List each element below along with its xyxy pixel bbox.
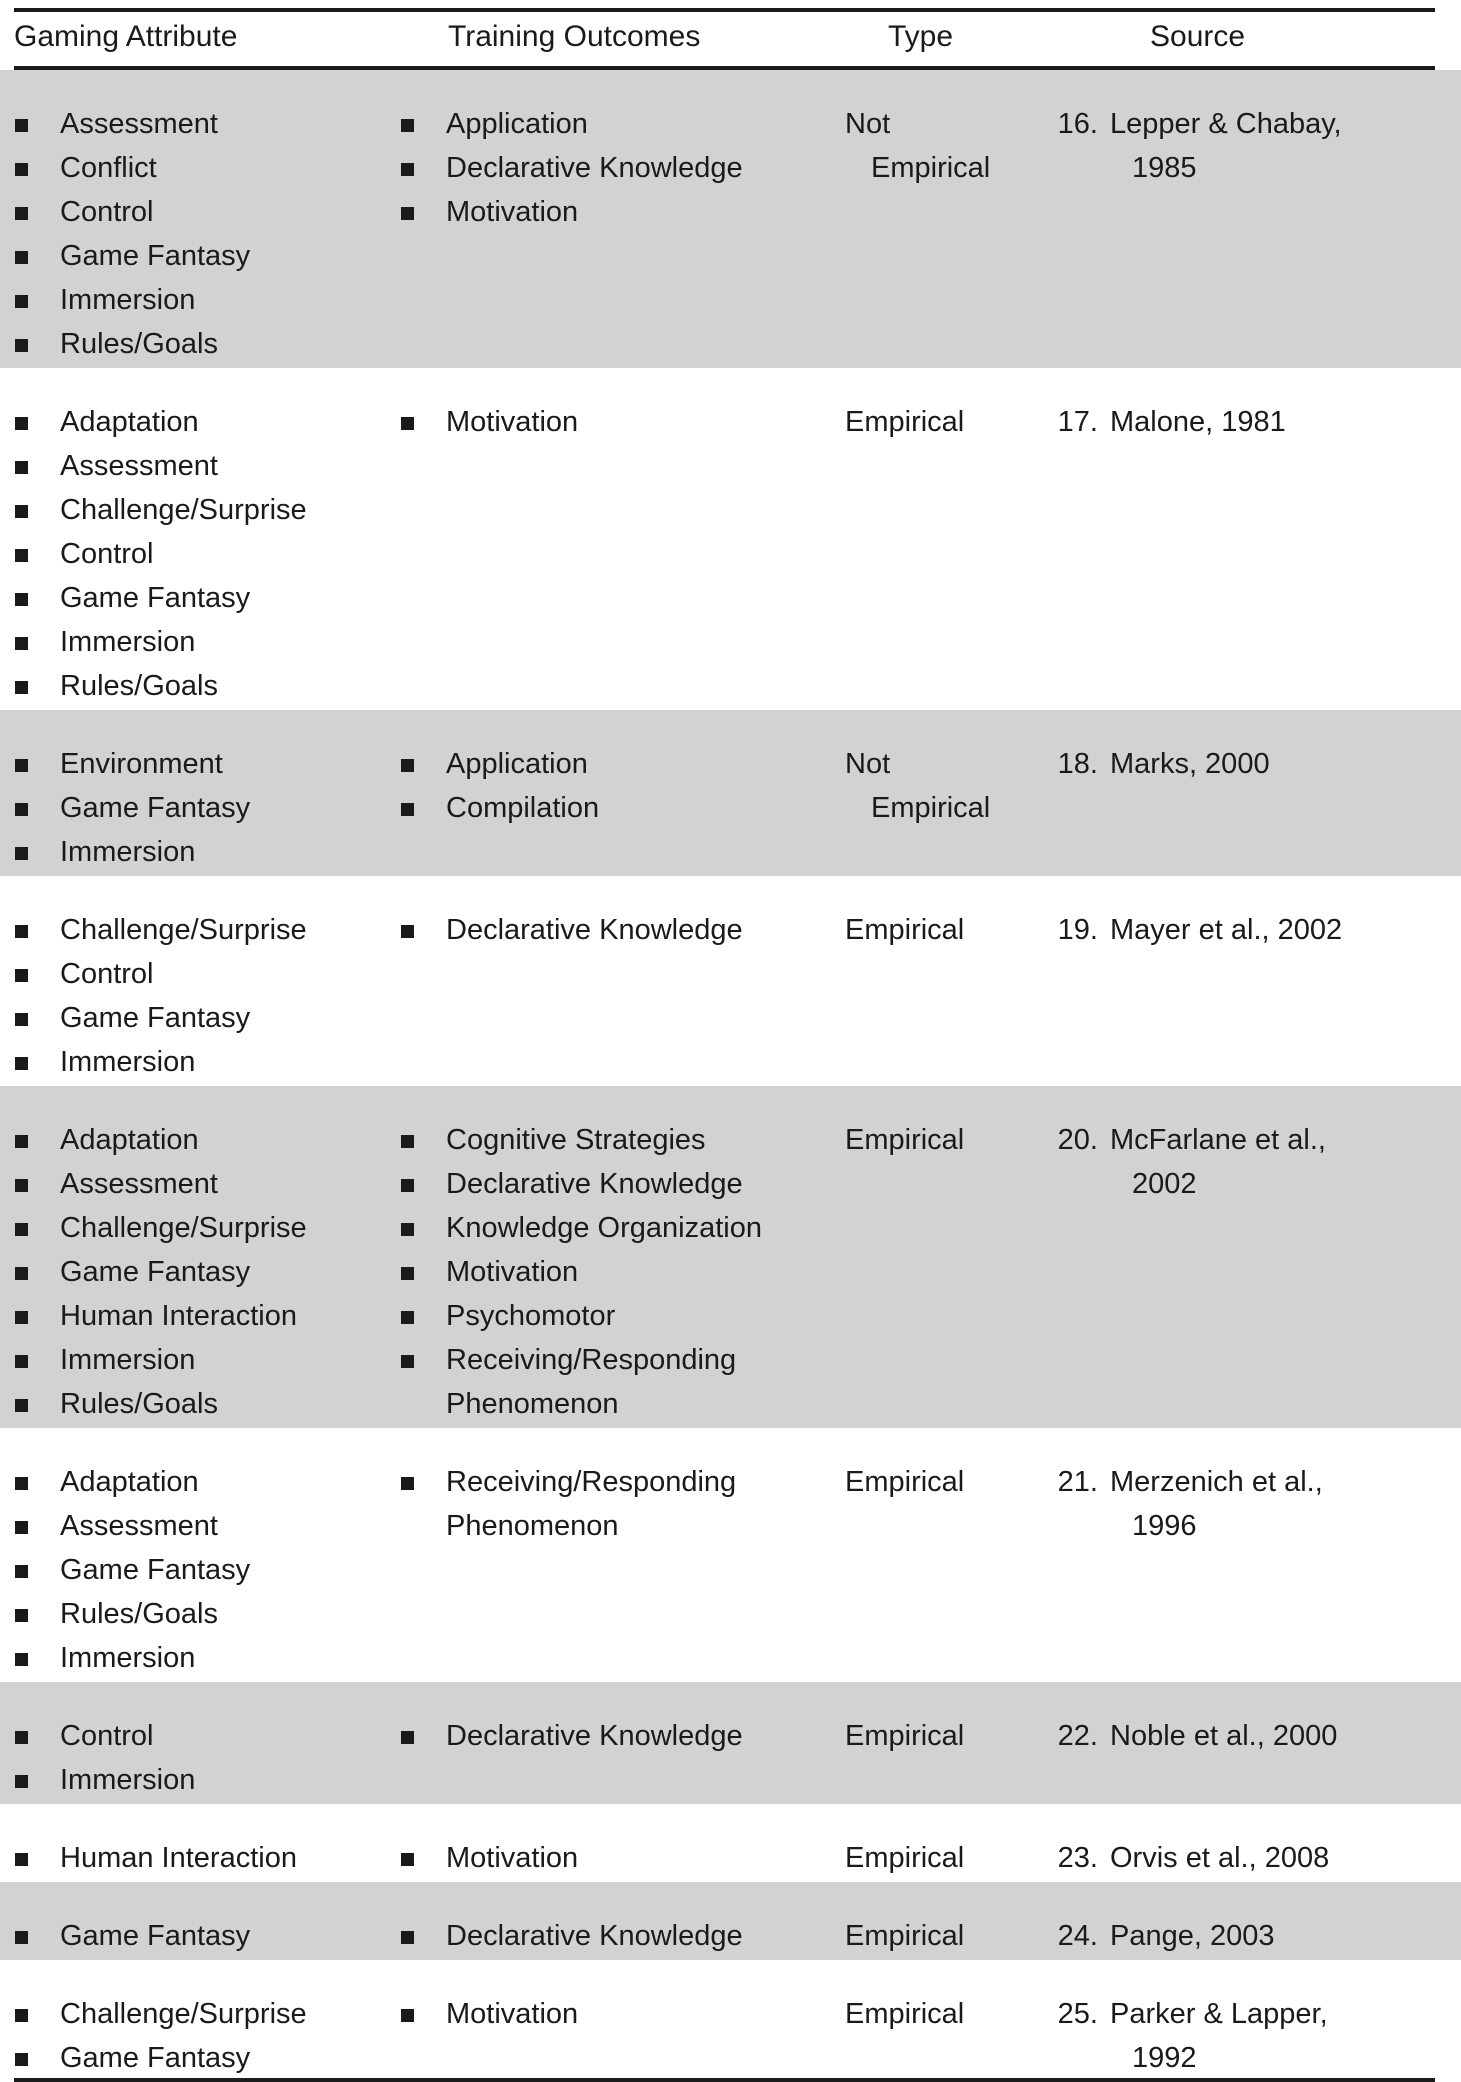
cell-gaming-attribute [14, 102, 394, 366]
training-outcome-label-continued: Phenomenon [446, 1388, 619, 1420]
square-bullet-icon [15, 1223, 28, 1236]
table-row [0, 876, 1461, 1086]
square-bullet-icon [401, 1477, 414, 1490]
square-bullet-icon [15, 2053, 28, 2066]
square-bullet-icon [15, 505, 28, 518]
cell-type [845, 1836, 1025, 1880]
source-number: 22. [1057, 1720, 1098, 1752]
cell-type [845, 908, 1025, 952]
source-citation: Noble et al., 2000 [1110, 1720, 1338, 1752]
cell-training-outcomes [400, 1118, 840, 1426]
cell-training-outcomes [400, 1836, 840, 1880]
square-bullet-icon [401, 803, 414, 816]
type-label-continued: Empirical [871, 792, 991, 824]
source-number: 24. [1057, 1920, 1098, 1952]
square-bullet-icon [15, 1731, 28, 1744]
source-citation: Orvis et al., 2008 [1110, 1842, 1330, 1874]
square-bullet-icon [15, 461, 28, 474]
source-number: 18. [1057, 748, 1098, 780]
training-outcome-label: Motivation [446, 1998, 579, 2030]
square-bullet-icon [15, 637, 28, 650]
cell-gaming-attribute [14, 908, 394, 1084]
square-bullet-icon [401, 1223, 414, 1236]
square-bullet-icon [15, 1653, 28, 1666]
gaming-attribute-label: Challenge/Surprise [60, 494, 307, 526]
list-item [14, 1914, 394, 1958]
square-bullet-icon [15, 1853, 28, 1866]
training-outcome-label: Motivation [446, 406, 579, 438]
list-item [400, 1992, 840, 2036]
square-bullet-icon [401, 1311, 414, 1324]
list-item [14, 1250, 394, 1294]
type-label: Empirical [845, 914, 965, 946]
training-outcome-label: Cognitive Strategies [446, 1124, 706, 1156]
cell-source [1110, 1460, 1440, 1548]
cell-source [1110, 1118, 1440, 1206]
square-bullet-icon [15, 339, 28, 352]
gaming-attribute-label: Control [60, 1720, 154, 1752]
cell-source-number [1018, 742, 1098, 786]
cell-gaming-attribute [14, 1714, 394, 1802]
cell-training-outcomes [400, 1460, 840, 1548]
list-item [400, 102, 840, 146]
cell-type [845, 1992, 1025, 2036]
square-bullet-icon [15, 681, 28, 694]
gaming-attribute-label: Rules/Goals [60, 1598, 218, 1630]
type-label: Not [845, 748, 891, 780]
gaming-attribute-label: Immersion [60, 284, 196, 316]
source-citation: Parker & Lapper, [1110, 1998, 1328, 2030]
cell-type [845, 1714, 1025, 1758]
cell-source-number [1018, 400, 1098, 444]
list-item [400, 1294, 840, 1338]
square-bullet-icon [15, 1267, 28, 1280]
gaming-attribute-label: Environment [60, 748, 223, 780]
training-outcome-label: Declarative Knowledge [446, 1920, 743, 1952]
list-item [400, 1914, 840, 1958]
training-outcome-label: Motivation [446, 1842, 579, 1874]
list-item [14, 444, 394, 488]
source-citation-continued: 1992 [1132, 2042, 1197, 2074]
list-item [14, 1338, 394, 1382]
training-outcome-label-continued: Phenomenon [446, 1510, 619, 1542]
list-item [14, 830, 394, 874]
square-bullet-icon [15, 803, 28, 816]
list-item [14, 1836, 394, 1880]
cell-source [1110, 1714, 1440, 1758]
gaming-attribute-label: Control [60, 538, 154, 570]
square-bullet-icon [15, 1135, 28, 1148]
gaming-attribute-label: Immersion [60, 1046, 196, 1078]
column-header-type: Type [888, 20, 954, 53]
list-item [14, 1206, 394, 1250]
cell-type [845, 1118, 1025, 1162]
cell-source-number [1018, 1118, 1098, 1162]
table-row [0, 1682, 1461, 1804]
gaming-attribute-label: Assessment [60, 450, 218, 482]
list-item [14, 1758, 394, 1802]
gaming-attribute-label: Game Fantasy [60, 1554, 251, 1586]
list-item [14, 996, 394, 1040]
cell-source-number [1018, 1460, 1098, 1504]
cell-gaming-attribute [14, 1836, 394, 1880]
source-number: 20. [1057, 1124, 1098, 1156]
list-item [400, 1460, 840, 1504]
training-outcome-label: Psychomotor [446, 1300, 616, 1332]
cell-source-number [1018, 908, 1098, 952]
square-bullet-icon [401, 925, 414, 938]
list-item [14, 1040, 394, 1084]
list-item [14, 576, 394, 620]
list-item [14, 2036, 394, 2080]
cell-source-number [1018, 1992, 1098, 2036]
table-row [0, 1428, 1461, 1682]
source-number: 19. [1057, 914, 1098, 946]
list-item [14, 786, 394, 830]
list-item [14, 1460, 394, 1504]
training-outcome-label: Application [446, 108, 588, 140]
gaming-attribute-label: Adaptation [60, 1466, 199, 1498]
gaming-attribute-label: Control [60, 958, 154, 990]
cell-type [845, 400, 1025, 444]
gaming-attribute-label: Game Fantasy [60, 1920, 251, 1952]
gaming-attribute-label: Challenge/Surprise [60, 1212, 307, 1244]
square-bullet-icon [15, 1775, 28, 1788]
table-bottom-rule [14, 2078, 1435, 2082]
gaming-attribute-label: Assessment [60, 108, 218, 140]
training-outcome-label: Knowledge Organization [446, 1212, 762, 1244]
gaming-attribute-label: Challenge/Surprise [60, 914, 307, 946]
square-bullet-icon [15, 1565, 28, 1578]
source-citation: McFarlane et al., [1110, 1124, 1326, 1156]
source-citation: Lepper & Chabay, [1110, 108, 1342, 140]
list-item [14, 952, 394, 996]
cell-source [1110, 102, 1440, 190]
source-citation: Marks, 2000 [1110, 748, 1270, 780]
square-bullet-icon [15, 207, 28, 220]
list-item [400, 146, 840, 190]
table-row [0, 1882, 1461, 1960]
square-bullet-icon [15, 969, 28, 982]
list-item [14, 278, 394, 322]
cell-source-number [1018, 1836, 1098, 1880]
source-citation: Mayer et al., 2002 [1110, 914, 1343, 946]
list-item [14, 908, 394, 952]
table-row [0, 1804, 1461, 1882]
square-bullet-icon [15, 1399, 28, 1412]
square-bullet-icon [401, 1931, 414, 1944]
type-label: Empirical [845, 406, 965, 438]
square-bullet-icon [401, 1853, 414, 1866]
list-item [14, 1504, 394, 1548]
source-number: 23. [1057, 1842, 1098, 1874]
source-number: 17. [1057, 406, 1098, 438]
type-label-continued: Empirical [871, 152, 991, 184]
square-bullet-icon [15, 119, 28, 132]
table-body [0, 70, 1461, 2082]
type-label: Empirical [845, 1998, 965, 2030]
square-bullet-icon [15, 251, 28, 264]
list-item [14, 1294, 394, 1338]
list-item [400, 1714, 840, 1758]
list-item [400, 908, 840, 952]
source-citation-continued: 2002 [1132, 1168, 1197, 1200]
source-citation: Pange, 2003 [1110, 1920, 1275, 1952]
square-bullet-icon [401, 1355, 414, 1368]
cell-training-outcomes [400, 908, 840, 952]
list-item [14, 1714, 394, 1758]
list-item [400, 1836, 840, 1880]
cell-type [845, 742, 1025, 830]
training-outcome-label: Declarative Knowledge [446, 1720, 743, 1752]
gaming-attribute-label: Game Fantasy [60, 240, 251, 272]
list-item [14, 488, 394, 532]
list-item [400, 1118, 840, 1162]
list-item [400, 1250, 840, 1294]
square-bullet-icon [15, 295, 28, 308]
square-bullet-icon [401, 2009, 414, 2022]
list-item [14, 234, 394, 278]
table-header-row [0, 0, 1461, 70]
source-citation: Malone, 1981 [1110, 406, 1286, 438]
list-item [14, 1636, 394, 1680]
cell-type [845, 102, 1025, 190]
list-item [14, 742, 394, 786]
table-row [0, 1086, 1461, 1428]
list-item [14, 532, 394, 576]
source-citation-continued: 1996 [1132, 1510, 1197, 1542]
list-item [14, 1118, 394, 1162]
cell-gaming-attribute [14, 742, 394, 874]
cell-gaming-attribute [14, 400, 394, 708]
cell-source-number [1018, 102, 1098, 146]
square-bullet-icon [401, 1135, 414, 1148]
gaming-attribute-label: Adaptation [60, 406, 199, 438]
list-item [14, 1382, 394, 1426]
gaming-attribute-label: Immersion [60, 836, 196, 868]
square-bullet-icon [401, 207, 414, 220]
gaming-attribute-label: Assessment [60, 1510, 218, 1542]
gaming-attribute-label: Immersion [60, 1642, 196, 1674]
list-item [400, 1206, 840, 1250]
table-row [0, 70, 1461, 368]
list-item [400, 1162, 840, 1206]
list-item [14, 1548, 394, 1592]
list-item [14, 1592, 394, 1636]
list-item [14, 1162, 394, 1206]
square-bullet-icon [401, 759, 414, 772]
type-label: Empirical [845, 1466, 965, 1498]
cell-training-outcomes [400, 1714, 840, 1758]
square-bullet-icon [15, 1179, 28, 1192]
source-citation: Merzenich et al., [1110, 1466, 1323, 1498]
list-item [400, 190, 840, 234]
training-outcome-label: Declarative Knowledge [446, 1168, 743, 1200]
type-label: Empirical [845, 1720, 965, 1752]
square-bullet-icon [15, 847, 28, 860]
square-bullet-icon [15, 593, 28, 606]
cell-type [845, 1460, 1025, 1504]
cell-source [1110, 1836, 1440, 1880]
gaming-attribute-label: Game Fantasy [60, 1002, 251, 1034]
gaming-attribute-label: Immersion [60, 1344, 196, 1376]
square-bullet-icon [15, 1931, 28, 1944]
source-number: 21. [1057, 1466, 1098, 1498]
cell-training-outcomes [400, 1992, 840, 2036]
list-item [400, 400, 840, 444]
square-bullet-icon [15, 1521, 28, 1534]
gaming-attribute-label: Conflict [60, 152, 157, 184]
cell-gaming-attribute [14, 1118, 394, 1426]
square-bullet-icon [15, 759, 28, 772]
cell-source [1110, 400, 1440, 444]
square-bullet-icon [401, 119, 414, 132]
training-outcome-label: Receiving/Responding [446, 1466, 737, 1498]
square-bullet-icon [401, 163, 414, 176]
square-bullet-icon [15, 2009, 28, 2022]
list-item [14, 664, 394, 708]
source-number: 16. [1057, 108, 1098, 140]
column-header-gaming-attribute: Gaming Attribute [14, 20, 238, 53]
table-row [0, 1960, 1461, 2082]
list-item [400, 742, 840, 786]
table-row [0, 710, 1461, 876]
square-bullet-icon [15, 1609, 28, 1622]
column-header-source: Source [1150, 20, 1246, 53]
cell-gaming-attribute [14, 1460, 394, 1680]
list-item [14, 190, 394, 234]
gaming-attribute-label: Rules/Goals [60, 1388, 218, 1420]
square-bullet-icon [15, 1477, 28, 1490]
gaming-attribute-label: Game Fantasy [60, 2042, 251, 2074]
cell-training-outcomes [400, 102, 840, 234]
cell-gaming-attribute [14, 1914, 394, 1958]
square-bullet-icon [15, 1013, 28, 1026]
list-item [14, 400, 394, 444]
gaming-attribute-label: Game Fantasy [60, 582, 251, 614]
list-item-continuation [400, 1504, 840, 1548]
gaming-attribute-label: Game Fantasy [60, 1256, 251, 1288]
gaming-attribute-label: Control [60, 196, 154, 228]
source-number: 25. [1057, 1998, 1098, 2030]
square-bullet-icon [15, 417, 28, 430]
square-bullet-icon [401, 417, 414, 430]
cell-source [1110, 908, 1440, 952]
type-label: Empirical [845, 1124, 965, 1156]
cell-type [845, 1914, 1025, 1958]
gaming-attribute-label: Assessment [60, 1168, 218, 1200]
type-label: Empirical [845, 1920, 965, 1952]
training-outcome-label: Motivation [446, 1256, 579, 1288]
type-label: Empirical [845, 1842, 965, 1874]
list-item [14, 146, 394, 190]
cell-training-outcomes [400, 400, 840, 444]
training-outcome-label: Motivation [446, 196, 579, 228]
cell-source-number [1018, 1914, 1098, 1958]
cell-gaming-attribute [14, 1992, 394, 2080]
square-bullet-icon [15, 925, 28, 938]
cell-training-outcomes [400, 742, 840, 830]
gaming-attribute-label: Game Fantasy [60, 792, 251, 824]
square-bullet-icon [401, 1179, 414, 1192]
cell-source [1110, 1914, 1440, 1958]
gaming-attribute-label: Immersion [60, 626, 196, 658]
gaming-attribute-label: Rules/Goals [60, 670, 218, 702]
cell-training-outcomes [400, 1914, 840, 1958]
gaming-attribute-label: Rules/Goals [60, 328, 218, 360]
cell-source [1110, 742, 1440, 786]
square-bullet-icon [15, 1355, 28, 1368]
gaming-attribute-label: Adaptation [60, 1124, 199, 1156]
table-row [0, 368, 1461, 710]
square-bullet-icon [401, 1731, 414, 1744]
gaming-attribute-label: Human Interaction [60, 1842, 297, 1874]
list-item [14, 1992, 394, 2036]
list-item [14, 322, 394, 366]
cell-source [1110, 1992, 1440, 2080]
list-item-continuation [400, 1382, 840, 1426]
list-item [400, 1338, 840, 1382]
training-outcome-label: Declarative Knowledge [446, 152, 743, 184]
list-item [14, 620, 394, 664]
gaming-attribute-label: Immersion [60, 1764, 196, 1796]
training-outcome-label: Application [446, 748, 588, 780]
list-item [14, 102, 394, 146]
training-outcome-label: Receiving/Responding [446, 1344, 737, 1376]
square-bullet-icon [401, 1267, 414, 1280]
square-bullet-icon [15, 1057, 28, 1070]
square-bullet-icon [15, 1311, 28, 1324]
square-bullet-icon [15, 163, 28, 176]
gaming-attribute-label: Human Interaction [60, 1300, 297, 1332]
column-header-training-outcomes: Training Outcomes [448, 20, 701, 53]
square-bullet-icon [15, 549, 28, 562]
training-outcome-label: Declarative Knowledge [446, 914, 743, 946]
source-citation-continued: 1985 [1132, 152, 1197, 184]
cell-source-number [1018, 1714, 1098, 1758]
type-label: Not [845, 108, 891, 140]
list-item [400, 786, 840, 830]
gaming-attribute-label: Challenge/Surprise [60, 1998, 307, 2030]
training-outcome-label: Compilation [446, 792, 600, 824]
